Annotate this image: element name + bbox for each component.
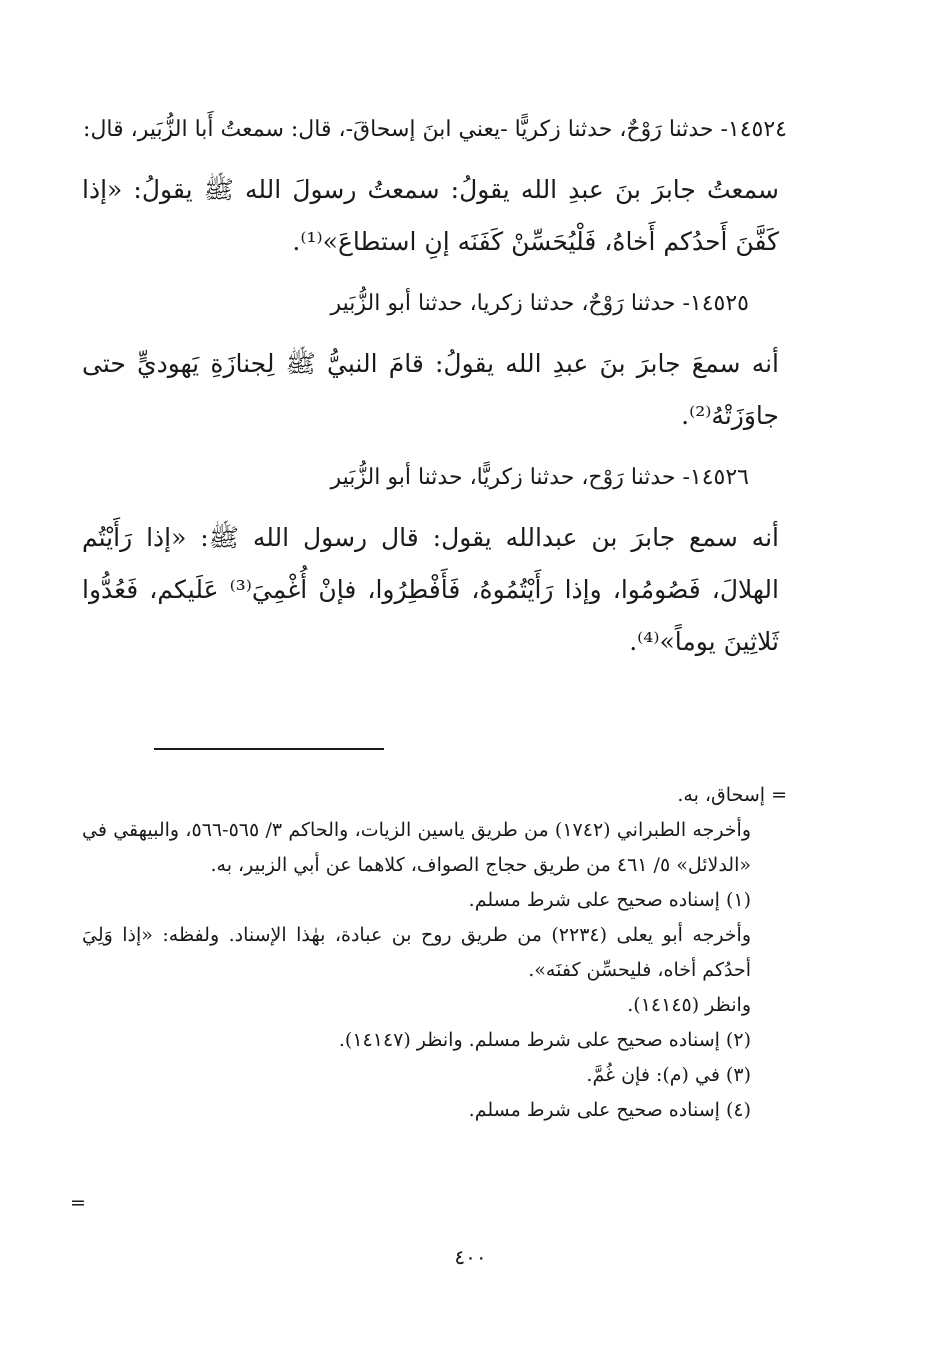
footnote-line: وانظر (١٤١٤٥). xyxy=(627,994,751,1016)
footnote-line: (٣) في (م): فإن غُمَّ. xyxy=(586,1064,751,1086)
continuation-mark: = xyxy=(70,1192,86,1214)
hadith-isnad: ١٤٥٢٥- حدثنا رَوْحٌ، حدثنا زكريا، حدثنا أبو الزُّبَير xyxy=(330,291,749,316)
footnote-line: وأخرجه أبو يعلى (٢٢٣٤) من طريق روح بن عبادة، بهٰذا الإسناد. ولفظه: «إذا وَلِيَ أحدُكم أخاه، فليحسِّن كفنَه». xyxy=(82,924,751,981)
footnotes xyxy=(82,778,787,1128)
footnote-line: (٤) إسناده صحيح على شرط مسلم. xyxy=(468,1099,751,1121)
footnote-divider xyxy=(154,748,384,750)
footnote-line: = إسحاق، به. xyxy=(677,784,787,806)
footnote-line: (١) إسناده صحيح على شرط مسلم. xyxy=(468,889,751,911)
main-text xyxy=(82,108,787,682)
footnote-line: (٢) إسناده صحيح على شرط مسلم. وانظر (١٤١٤٧). xyxy=(338,1029,751,1051)
page-number: ٤٠٠ xyxy=(454,1245,487,1269)
hadith-isnad: ١٤٥٢٤- حدثنا رَوْحٌ، حدثنا زكريًّا -يعني ابنَ إسحاقَ-، قال: سمعتُ أَبا الزُّبَير، قال: xyxy=(83,117,787,142)
hadith-matn: سمعتُ جابرَ بنَ عبدِ الله يقولُ: سمعتُ رسولَ الله ﷺ يقولُ: «إذا كَفَّنَ أَحدُكم أَخاهُ، فَلْيُحَسِّنْ كَفَنَه إنِ استطاعَ»⁽¹⁾. xyxy=(82,175,779,256)
footnote-line: وأخرجه الطبراني (١٧٤٢) من طريق ياسين الزيات، والحاكم ٣/ ٥٦٥-٥٦٦، والبيهقي في «الدلائل» ٥/ ٤٦١ من طريق حجاج الصواف، كلاهما عن أبي الزبير، به. xyxy=(82,819,751,876)
hadith-matn: أنه سمع جابرَ بن عبدالله يقول: قال رسول الله ﷺ: «إذا رَأَيْتُم الهلالَ، فَصُومُوا، وإذا رَأَيْتُمُوهُ، فَأَفْطِرُوا، فإنْ أُغْمِيَ⁽³⁾ عَلَيكم، فَعُدُّوا ثَلاثِينَ يوماً»⁽⁴⁾. xyxy=(82,523,779,656)
hadith-isnad: ١٤٥٢٦- حدثنا رَوْح، حدثنا زكريًّا، حدثنا أبو الزُّبَير xyxy=(330,465,749,490)
hadith-matn: أنه سمعَ جابرَ بنَ عبدِ الله يقولُ: قامَ النبيُّ ﷺ لِجنازَةِ يَهوديٍّ حتى جاوَزَتْهُ⁽²⁾. xyxy=(82,349,779,430)
